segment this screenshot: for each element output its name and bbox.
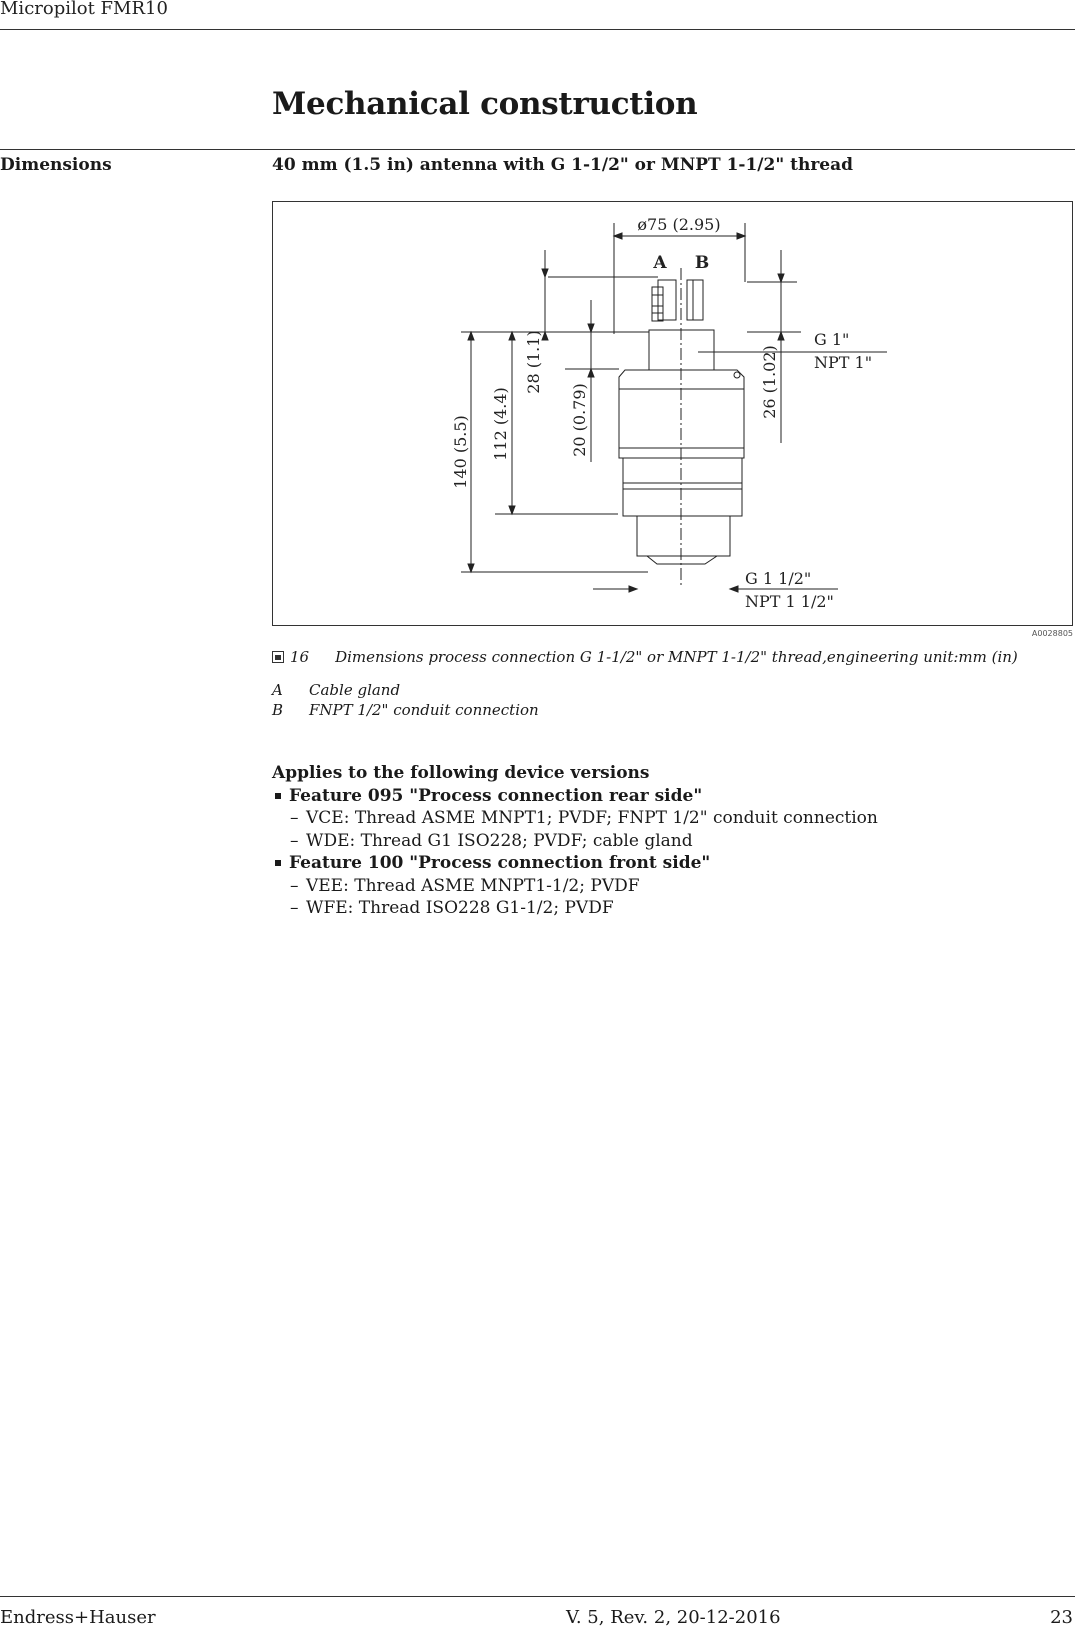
option-text: VEE: Thread ASME MNPT1-1/2; PVDF [306, 875, 640, 896]
figure-id: A0028805 [1031, 629, 1073, 638]
dimension-drawing [272, 201, 1073, 626]
figure-number: 16 [290, 648, 310, 666]
bullet-square-icon [275, 860, 281, 866]
section-rule [0, 149, 1075, 150]
label-a: A [653, 253, 667, 273]
thread-bottom-g-label: G 1 1/2" [745, 569, 812, 588]
process-thread [637, 516, 730, 556]
dim-140-label: 140 (5.5) [451, 415, 470, 489]
option-text: VCE: Thread ASME MNPT1; PVDF; FNPT 1/2" conduit connection [306, 808, 878, 828]
dim-20-label: 20 (0.79) [570, 383, 589, 457]
thread-bottom-npt-label: NPT 1 1/2" [745, 592, 834, 611]
dim-diameter-label: ø75 (2.95) [637, 215, 721, 234]
option-text: WFE: Thread ISO228 G1-1/2; PVDF [306, 898, 614, 918]
footer-rule [0, 1596, 1075, 1597]
dimension-drawing-svg [273, 202, 1074, 627]
applies-section [272, 762, 878, 920]
option-item: – WDE: Thread G1 ISO228; PVDF; cable gland [290, 830, 693, 851]
legend-item [272, 680, 539, 700]
dim-26-label: 26 (1.02) [760, 345, 779, 419]
arrow-diameter-left [614, 233, 622, 239]
cable-gland-body [658, 280, 676, 320]
figure-icon [272, 651, 284, 663]
footer-company: Endress+Hauser [0, 1607, 156, 1628]
feature-item [272, 785, 878, 808]
legend-key: B [272, 701, 284, 719]
thread-top-g-label: G 1" [814, 330, 850, 349]
figure-caption-text: Dimensions process connection G 1-1/2" or MNPT 1-1/2" thread,engineering unit:mm (in) [335, 648, 1018, 666]
dim-28-label: 28 (1.1) [524, 330, 543, 394]
footer-version: V. 5, Rev. 2, 20-12-2016 [566, 1607, 781, 1628]
legend-item [272, 700, 539, 720]
housing-screw [734, 372, 740, 378]
applies-title: Applies to the following device versions [272, 763, 650, 783]
feature-item [272, 852, 878, 875]
dimensions-subtitle: 40 mm (1.5 in) antenna with G 1-1/2" or MNPT 1-1/2" thread [272, 155, 854, 175]
dim-112-label: 112 (4.4) [491, 387, 510, 461]
antenna-tip [647, 556, 717, 564]
feature-label: Feature 095 "Process connection rear side" [289, 785, 703, 806]
option-text: WDE: Thread G1 ISO228; PVDF; cable gland [306, 830, 693, 851]
header-product-title: Micropilot FMR10 [0, 0, 168, 19]
dimensions-side-label: Dimensions [0, 155, 112, 175]
thread-top-npt-label: NPT 1" [814, 353, 873, 372]
arrow-diameter-right [737, 233, 745, 239]
legend-text: FNPT 1/2" conduit connection [309, 701, 539, 719]
bullet-square-icon [275, 793, 281, 799]
conduit-b [687, 280, 703, 320]
figure-caption [272, 648, 1018, 666]
footer-page-number: 23 [1050, 1607, 1073, 1628]
figure-legend [272, 680, 539, 720]
antenna-body [623, 458, 742, 516]
legend-text: Cable gland [309, 681, 401, 699]
option-item: – VEE: Thread ASME MNPT1-1/2; PVDF [290, 875, 640, 896]
option-item: – WFE: Thread ISO228 G1-1/2; PVDF [290, 898, 614, 918]
header-rule [0, 29, 1075, 30]
feature-label: Feature 100 "Process connection front side" [289, 853, 711, 873]
legend-key: A [272, 681, 283, 699]
option-item: – VCE: Thread ASME MNPT1; PVDF; FNPT 1/2" conduit connection [290, 808, 878, 828]
label-b: B [694, 253, 710, 273]
section-heading: Mechanical construction [272, 86, 698, 122]
